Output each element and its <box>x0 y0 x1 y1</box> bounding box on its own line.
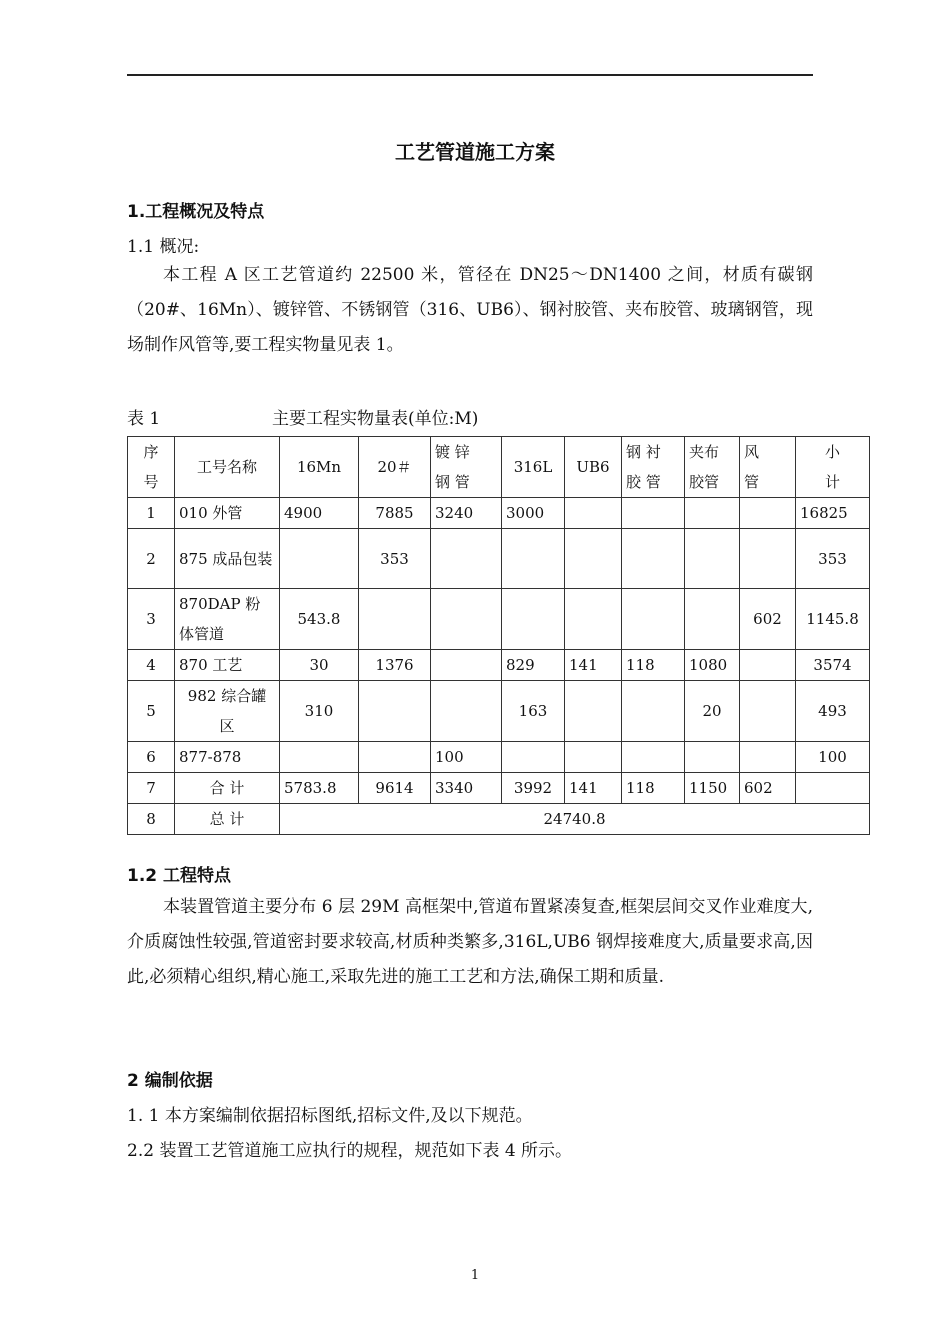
header-text: 316L <box>513 458 553 476</box>
header-text: 小 <box>824 443 840 461</box>
cell-ub6 <box>565 589 622 650</box>
cell-16mn: 543.8 <box>280 589 359 650</box>
subsection-1-1-heading: 1.1 概况: <box>127 237 200 257</box>
cell-no: 5 <box>128 681 175 742</box>
cell-no: 1 <box>128 498 175 529</box>
header-subtotal <box>796 437 870 498</box>
header-text: 号 <box>143 473 159 491</box>
header-text: 16Mn <box>296 458 342 476</box>
subsection-1-2-heading: 1.2 工程特点 <box>127 866 232 886</box>
cell-subtotal: 16825 <box>796 498 870 529</box>
cell-duct <box>740 650 796 681</box>
cell-duct: 602 <box>740 589 796 650</box>
cell-subtotal: 493 <box>796 681 870 742</box>
header-text: 工号名称 <box>196 458 257 476</box>
header-16mn <box>280 437 359 498</box>
cell-16mn: 310 <box>280 681 359 742</box>
cell-rubber-lined <box>622 742 685 773</box>
cell-20 <box>359 742 431 773</box>
header-text: 胶管 <box>689 473 720 491</box>
table-row <box>128 650 870 681</box>
cell-rubber-lined <box>622 589 685 650</box>
cell-fabric-rubber <box>685 529 740 589</box>
header-fabric-rubber <box>685 437 740 498</box>
cell-rubber-lined: 118 <box>622 650 685 681</box>
header-text: 计 <box>824 473 840 491</box>
cell-no: 3 <box>128 589 175 650</box>
table-row <box>128 773 870 804</box>
cell-grand-total: 24740.8 <box>280 804 870 835</box>
cell-name: 合 计 <box>175 773 280 804</box>
cell-no: 7 <box>128 773 175 804</box>
header-316l <box>502 437 565 498</box>
cell-16mn: 4900 <box>280 498 359 529</box>
cell-name: 总 计 <box>175 804 280 835</box>
cell-name: 982 综合罐 区 <box>175 681 280 742</box>
cell-316l: 829 <box>502 650 565 681</box>
cell-no: 8 <box>128 804 175 835</box>
cell-fabric-rubber <box>685 742 740 773</box>
cell-ub6 <box>565 681 622 742</box>
cell-galvanized <box>431 589 502 650</box>
overview-paragraph: 本工程 A 区工艺管道约 22500 米，管径在 DN25～DN1400 之间，材质有碳钢（20#、16Mn）、镀锌管、不锈钢管（316、UB6）、钢衬胶管、夹布胶管、玻璃钢管，现场制作风管等,要工程实物量见表 1。 <box>127 265 813 355</box>
cell-subtotal: 353 <box>796 529 870 589</box>
cell-subtotal <box>796 773 870 804</box>
table-title: 主要工程实物量表(单位:M) <box>272 409 479 429</box>
cell-20 <box>359 589 431 650</box>
cell-fabric-rubber: 20 <box>685 681 740 742</box>
section-2-heading: 2 编制依据 <box>127 1071 213 1091</box>
table-row <box>128 498 870 529</box>
cell-16mn <box>280 529 359 589</box>
cell-galvanized <box>431 650 502 681</box>
header-ub6 <box>565 437 622 498</box>
header-text: 序 <box>143 443 159 461</box>
section-1-heading: 1.工程概况及特点 <box>127 202 265 222</box>
document-title: 工艺管道施工方案 <box>395 140 555 164</box>
cell-316l <box>502 529 565 589</box>
cell-ub6: 141 <box>565 773 622 804</box>
cell-duct: 602 <box>740 773 796 804</box>
cell-duct <box>740 498 796 529</box>
cell-subtotal: 100 <box>796 742 870 773</box>
cell-16mn: 30 <box>280 650 359 681</box>
cell-galvanized: 3240 <box>431 498 502 529</box>
cell-20: 353 <box>359 529 431 589</box>
table-row <box>128 529 870 589</box>
cell-subtotal: 1145.8 <box>796 589 870 650</box>
cell-no: 6 <box>128 742 175 773</box>
table-total-row <box>128 804 870 835</box>
cell-316l: 3000 <box>502 498 565 529</box>
cell-no: 2 <box>128 529 175 589</box>
basis-line-2: 2.2 装置工艺管道施工应执行的规程，规范如下表 4 所示。 <box>127 1141 573 1161</box>
cell-subtotal: 3574 <box>796 650 870 681</box>
header-text: 钢 管 <box>435 473 470 491</box>
cell-20: 1376 <box>359 650 431 681</box>
header-galvanized <box>431 437 502 498</box>
header-rule <box>127 74 813 76</box>
cell-316l: 163 <box>502 681 565 742</box>
cell-316l <box>502 742 565 773</box>
header-text: 风 <box>744 443 760 461</box>
table-row <box>128 589 870 650</box>
cell-ub6 <box>565 498 622 529</box>
cell-rubber-lined: 118 <box>622 773 685 804</box>
cell-20: 7885 <box>359 498 431 529</box>
cell-duct <box>740 529 796 589</box>
header-rubber-lined <box>622 437 685 498</box>
header-no <box>128 437 175 498</box>
cell-20 <box>359 681 431 742</box>
cell-no: 4 <box>128 650 175 681</box>
header-text: 夹布 <box>689 443 720 461</box>
header-duct <box>740 437 796 498</box>
cell-rubber-lined <box>622 498 685 529</box>
table-label: 表 1 <box>127 409 161 429</box>
cell-galvanized <box>431 681 502 742</box>
cell-name: 877-878 <box>175 742 280 773</box>
basis-line-1: 1. 1 本方案编制依据招标图纸,招标文件,及以下规范。 <box>127 1106 533 1126</box>
cell-galvanized: 3340 <box>431 773 502 804</box>
header-text: 镀 锌 <box>435 443 470 461</box>
header-text: 钢 衬 <box>626 443 661 461</box>
header-text: 管 <box>744 473 760 491</box>
cell-ub6 <box>565 742 622 773</box>
table-header-row <box>128 437 870 498</box>
cell-name: 870DAP 粉体管道 <box>175 589 280 650</box>
cell-20: 9614 <box>359 773 431 804</box>
cell-fabric-rubber <box>685 498 740 529</box>
cell-16mn: 5783.8 <box>280 773 359 804</box>
cell-fabric-rubber <box>685 589 740 650</box>
table-row <box>128 742 870 773</box>
header-name <box>175 437 280 498</box>
quantity-table <box>127 436 870 835</box>
cell-galvanized: 100 <box>431 742 502 773</box>
cell-316l: 3992 <box>502 773 565 804</box>
cell-fabric-rubber: 1080 <box>685 650 740 681</box>
header-text: UB6 <box>576 458 610 476</box>
cell-name: 870 工艺 <box>175 650 280 681</box>
page-number: 1 <box>470 1268 480 1283</box>
table-row <box>128 681 870 742</box>
cell-16mn <box>280 742 359 773</box>
cell-ub6: 141 <box>565 650 622 681</box>
cell-fabric-rubber: 1150 <box>685 773 740 804</box>
header-20 <box>359 437 431 498</box>
cell-ub6 <box>565 529 622 589</box>
cell-rubber-lined <box>622 681 685 742</box>
cell-316l <box>502 589 565 650</box>
cell-duct <box>740 742 796 773</box>
cell-duct <box>740 681 796 742</box>
cell-name: 875 成品包装 <box>175 529 280 589</box>
header-text: 胶 管 <box>626 473 661 491</box>
cell-galvanized <box>431 529 502 589</box>
cell-name: 010 外管 <box>175 498 280 529</box>
cell-rubber-lined <box>622 529 685 589</box>
features-paragraph: 本装置管道主要分布 6 层 29M 高框架中,管道布置紧凑复查,框架层间交叉作业难度大,介质腐蚀性较强,管道密封要求较高,材质种类繁多,316L,UB6 钢焊接难度大,质量要求高,因此,必须精心组织,精心施工,采取先进的施工工艺和方法,确保工期和质量. <box>127 897 813 987</box>
header-text: 20＃ <box>377 458 412 476</box>
